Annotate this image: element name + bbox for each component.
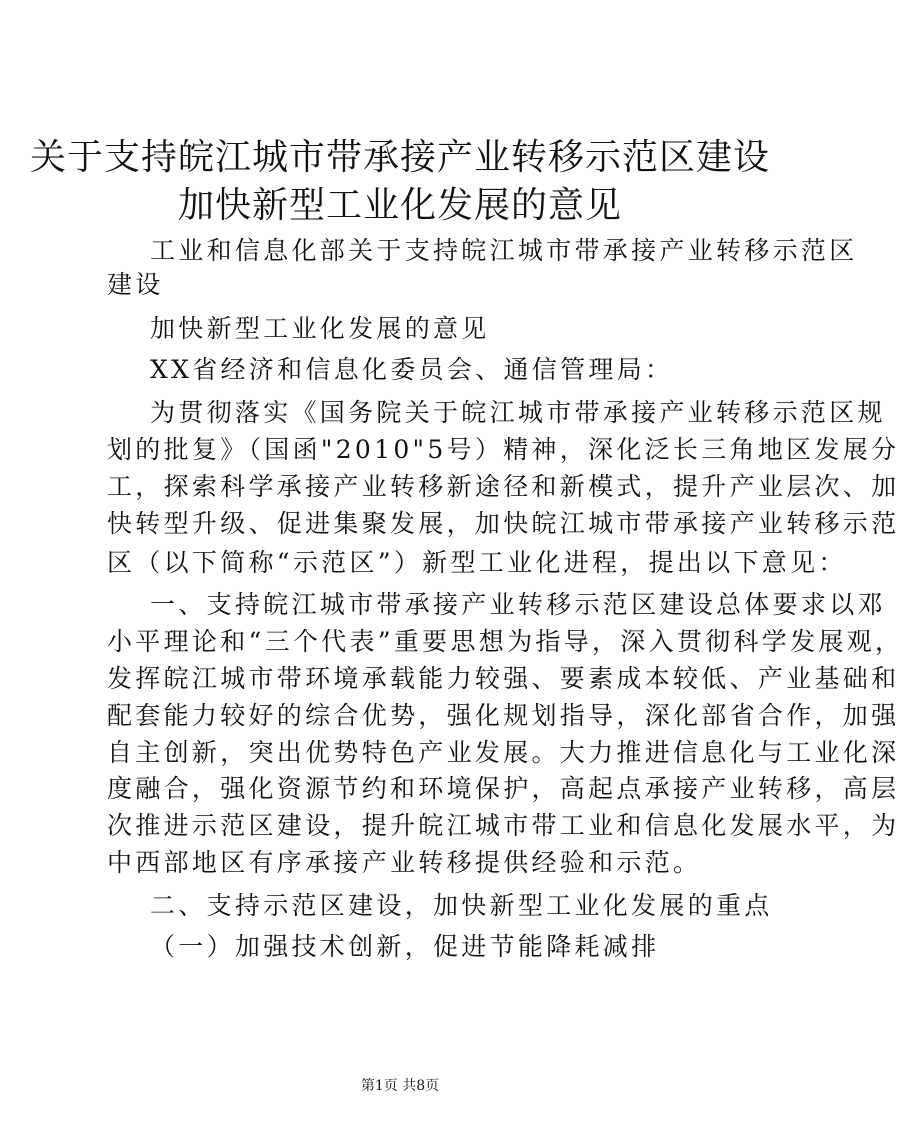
body-line: 为贯彻落实《国务院关于皖江城市带承接产业转移示范区规 [150,398,886,427]
body-line: XX省经济和信息化委员会、通信管理局： [150,355,674,384]
body-line: 快转型升级、促进集聚发展，加快皖江城市带承接产业转移示范 [107,509,900,538]
title-line-1: 关于支持皖江城市带承接产业转移示范区建设 [29,137,770,178]
body-line: 划的批复》（国函"2010"5号）精神，深化泛长三角地区发展分 [107,435,900,464]
body-line: 建设 [107,270,164,299]
page-footer: 第1页 共8页 [360,1078,440,1094]
body-line: 加快新型工业化发展的意见 [150,314,490,343]
title-line-2: 加快新型工业化发展的意见 [177,185,622,226]
body-line: 中西部地区有序承接产业转移提供经验和示范。 [107,848,702,877]
body-line: 工，探索科学承接产业转移新途径和新模式，提升产业层次、加 [107,472,900,501]
body-line: 配套能力较好的综合优势，强化规划指导，深化部省合作，加强 [107,701,900,730]
body-line: 度融合，强化资源节约和环境保护，高起点承接产业转移，高层 [107,774,900,803]
body-line: 一、支持皖江城市带承接产业转移示范区建设总体要求以邓 [150,590,886,619]
body-line: 次推进示范区建设，提升皖江城市带工业和信息化发展水平，为 [107,811,900,840]
body-line: 二、支持示范区建设，加快新型工业化发展的重点 [150,891,773,920]
body-line: 区（以下简称“示范区”）新型工业化进程，提出以下意见： [107,548,847,577]
body-line: 小平理论和“三个代表”重要思想为指导，深入贯彻科学发展观， [107,627,903,656]
body-line: 工业和信息化部关于支持皖江城市带承接产业转移示范区 [150,236,858,265]
body-line: （一）加强技术创新，促进节能降耗减排 [150,932,660,961]
body-line: 发挥皖江城市带环境承载能力较强、要素成本较低、产业基础和 [107,664,900,693]
body-line: 自主创新，突出优势特色产业发展。大力推进信息化与工业化深 [107,738,900,767]
